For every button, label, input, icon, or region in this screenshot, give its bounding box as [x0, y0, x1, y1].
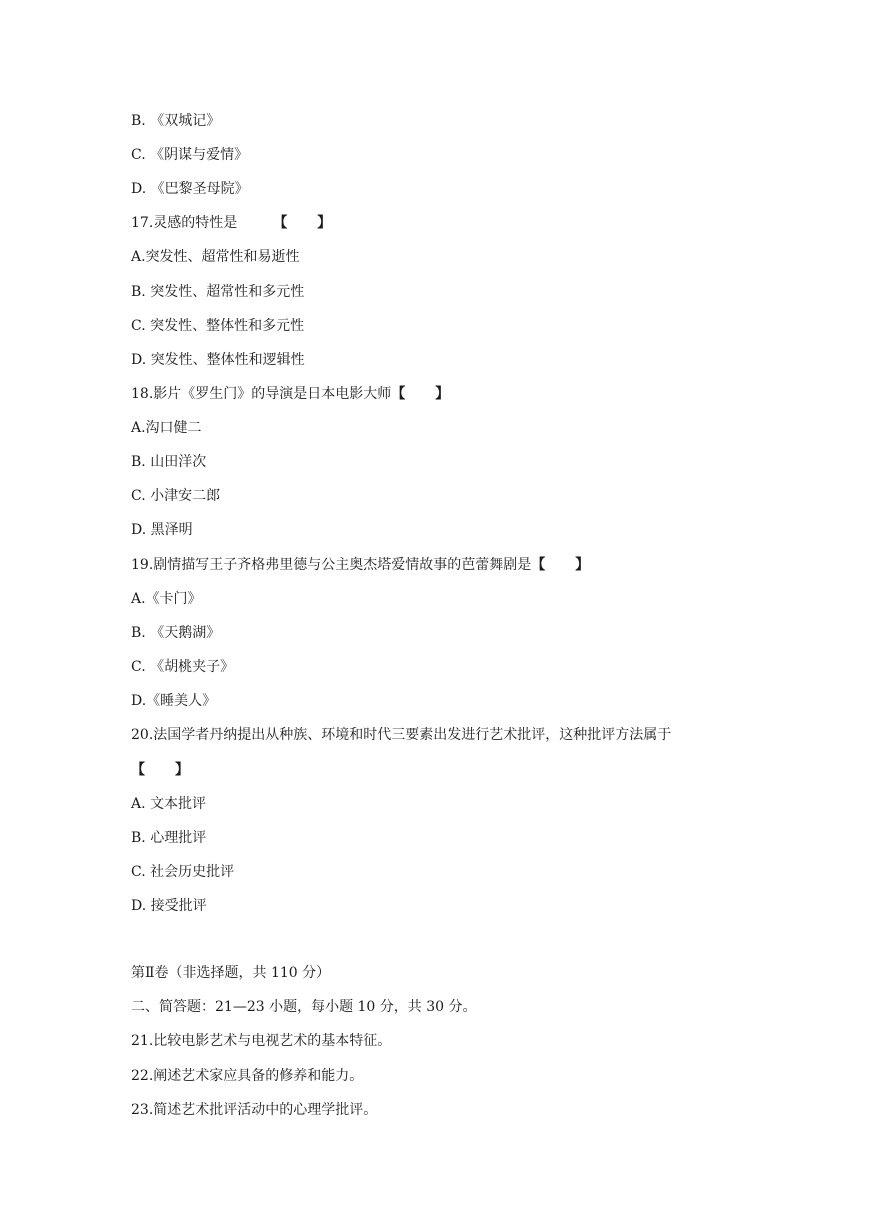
q17-option-a: A.突发性、超常性和易逝性	[131, 249, 300, 265]
q20-option-c: C. 社会历史批评	[131, 864, 235, 880]
q16-option-d: D. 《巴黎圣母院》	[131, 181, 249, 197]
q20-option-b: B. 心理批评	[131, 830, 207, 846]
q19-option-a: A.《卡门》	[131, 591, 202, 607]
section-heading-short-answer: 二、简答题：21—23 小题，每小题 10 分，共 30 分。	[131, 999, 477, 1015]
q18-option-d: D. 黑泽明	[131, 522, 193, 538]
q17-stem: 17.灵感的特性是	[131, 215, 238, 231]
question-23: 23.简述艺术批评活动中的心理学批评。	[131, 1102, 378, 1118]
question-21: 21.比较电影艺术与电视艺术的基本特征。	[131, 1033, 392, 1049]
q17-answer-bracket: 【 】	[273, 215, 332, 231]
q19-answer-bracket: 【 】	[531, 557, 590, 573]
q16-option-c: C. 《阴谋与爱情》	[131, 147, 249, 163]
q17-question	[131, 213, 331, 233]
q19-option-c: C. 《胡桃夹子》	[131, 659, 235, 675]
q18-stem: 18.影片《罗生门》的导演是日本电影大师	[131, 386, 392, 402]
q19-question	[131, 555, 589, 575]
q20-answer-bracket: 【 】	[131, 762, 189, 778]
part2-title: 第Ⅱ卷（非选择题，共 110 分）	[131, 965, 331, 981]
q20-option-d: D. 接受批评	[131, 898, 207, 914]
q17-option-b: B. 突发性、超常性和多元性	[131, 284, 305, 300]
q20-option-a: A. 文本批评	[131, 796, 207, 812]
q20-question: 20.法国学者丹纳提出从种族、环境和时代三要素出发进行艺术批评，这种批评方法属于	[131, 727, 672, 743]
q18-question	[131, 384, 449, 404]
q18-option-c: C. 小津安二郎	[131, 488, 221, 504]
q17-option-d: D. 突发性、整体性和逻辑性	[131, 352, 305, 368]
q18-option-a: A.沟口健二	[131, 420, 202, 436]
q19-stem: 19.剧情描写王子齐格弗里德与公主奥杰塔爱情故事的芭蕾舞剧是	[131, 557, 532, 573]
question-22: 22.阐述艺术家应具备的修养和能力。	[131, 1068, 364, 1084]
q16-option-b: B. 《双城记》	[131, 113, 221, 129]
q18-answer-bracket: 【 】	[391, 386, 450, 402]
q19-option-b: B. 《天鹅湖》	[131, 625, 221, 641]
q17-option-c: C. 突发性、整体性和多元性	[131, 318, 305, 334]
q18-option-b: B. 山田洋次	[131, 454, 207, 470]
q19-option-d: D.《睡美人》	[131, 693, 217, 709]
